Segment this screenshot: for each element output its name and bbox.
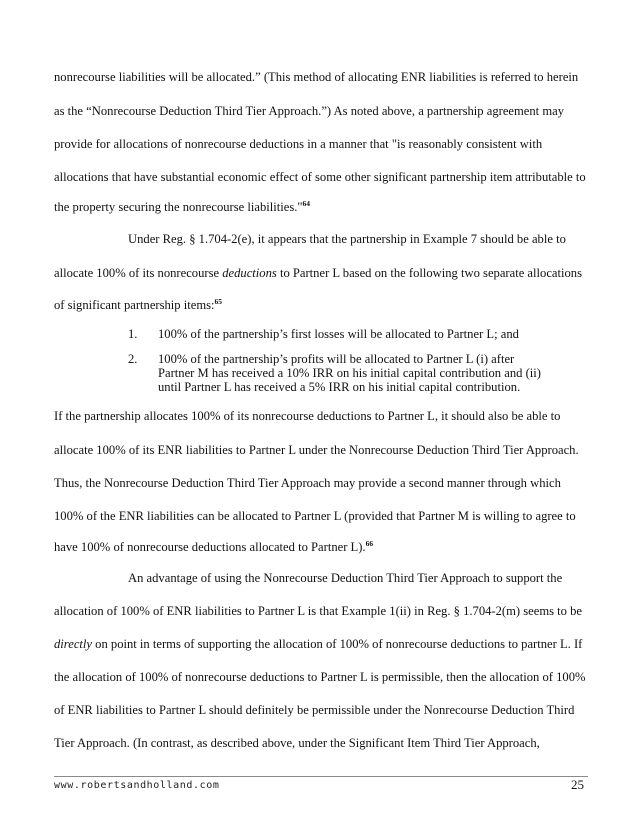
- footer-url: www.robertsandholland.com: [54, 780, 220, 791]
- p4-line-1: An advantage of using the Nonrecourse Deduction Third Tier Approach to support the: [128, 571, 563, 585]
- p2-line-3: [54, 298, 222, 313]
- emphasis-directly: directly: [54, 637, 92, 651]
- p2-line-2c: to Partner L based on the following two separate allocations: [276, 266, 582, 280]
- list-item-2-line-1: 100% of the partnership’s profits will be allocated to Partner L (i) after: [158, 352, 515, 366]
- p3-line-5-text: have 100% of nonrecourse deductions allocated to Partner L).: [54, 540, 366, 554]
- p1-line-1: nonrecourse liabilities will be allocated.” (This method of allocating ENR liabilities is referred to herein: [54, 70, 579, 84]
- footnote-ref-66: 66: [365, 539, 374, 548]
- p1-line-3: provide for allocations of nonrecourse deductions in a manner that "is reasonably consistent with: [54, 137, 543, 151]
- page-number: 25: [571, 777, 584, 792]
- p2-line-2a: allocate 100% of its nonrecourse: [54, 266, 223, 280]
- emphasis-deductions: deductions: [222, 266, 277, 280]
- p2-line-3-text: of significant partnership items:: [54, 298, 215, 312]
- list-item-1-line-1: 100% of the partnership’s first losses will be allocated to Partner L; and: [158, 327, 519, 341]
- p4-line-4: the allocation of 100% of nonrecourse deductions to Partner L is permissible, then the allocation of 100%: [54, 670, 586, 684]
- p1-line-5-text: the property securing the nonrecourse liabilities.": [54, 200, 303, 214]
- p1-line-4: allocations that have substantial economic effect of some other significant partnership item attributable to: [54, 170, 586, 184]
- footnote-ref-65: 65: [214, 297, 223, 306]
- p3-line-2: allocate 100% of its ENR liabilities to Partner L under the Nonrecourse Deduction Third Tier Approach.: [54, 443, 579, 457]
- p1-line-5: [54, 200, 310, 215]
- p4-line-3b: on point in terms of supporting the allocation of 100% of nonrecourse deductions to partner L. If: [92, 637, 583, 651]
- p2-line-1: Under Reg. § 1.704-2(e), it appears that the partnership in Example 7 should be able to: [128, 232, 566, 246]
- footer-divider: [54, 776, 588, 777]
- p4-line-2: allocation of 100% of ENR liabilities to Partner L is that Example 1(ii) in Reg. § 1.704-2(m) seems to be: [54, 604, 583, 618]
- footnote-ref-64: 64: [302, 199, 311, 208]
- p4-line-3: [54, 637, 582, 652]
- p3-line-1: If the partnership allocates 100% of its nonrecourse deductions to Partner L, it should also be able to: [54, 409, 561, 423]
- list-item-2-number: 2.: [128, 352, 138, 366]
- p1-line-2: as the “Nonrecourse Deduction Third Tier Approach.”) As noted above, a partnership agreement may: [54, 104, 565, 118]
- p3-line-4: 100% of the ENR liabilities can be allocated to Partner L (provided that Partner M is willing to agree to: [54, 509, 576, 523]
- list-item-2-line-3: until Partner L has received a 5% IRR on his initial capital contribution.: [158, 380, 521, 394]
- p4-line-6: Tier Approach. (In contrast, as described above, under the Significant Item Third Tier Approach,: [54, 736, 540, 750]
- list-item-1-number: 1.: [128, 327, 138, 341]
- p2-line-2: [54, 266, 582, 281]
- p4-line-5: of ENR liabilities to Partner L should definitely be permissible under the Nonrecourse Deduction Third: [54, 703, 575, 717]
- p3-line-5: [54, 540, 373, 555]
- list-item-2-line-2: Partner M has received a 10% IRR on his initial capital contribution and (ii): [158, 366, 541, 380]
- p3-line-3: Thus, the Nonrecourse Deduction Third Tier Approach may provide a second manner through which: [54, 476, 561, 490]
